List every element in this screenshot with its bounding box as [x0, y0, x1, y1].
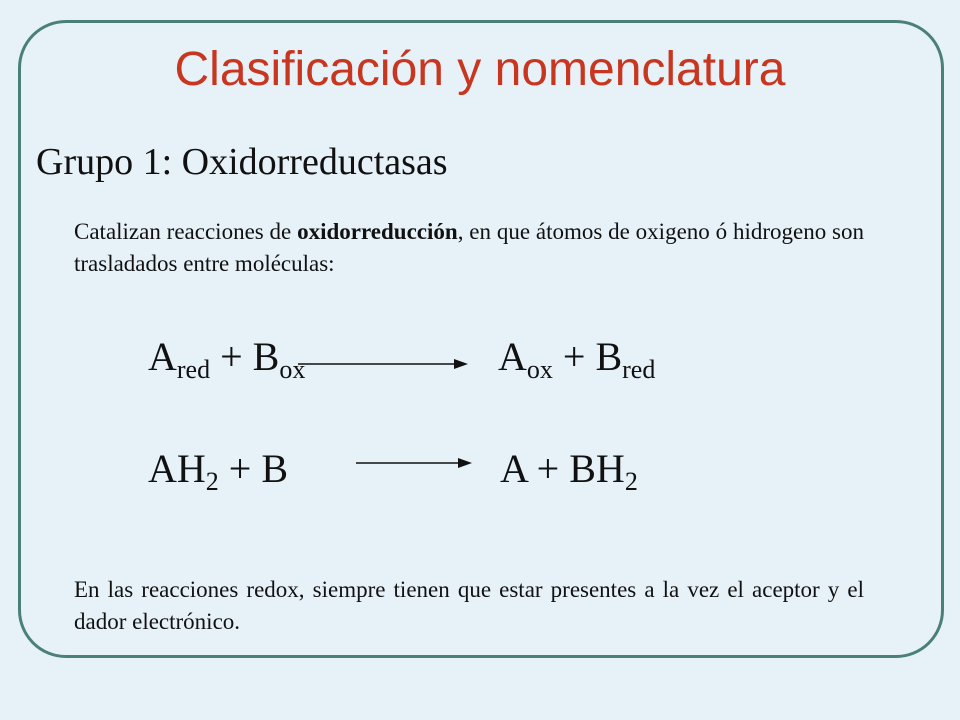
closing-paragraph: En las reacciones redox, siempre tienen que estar presentes a la vez el aceptor y el dador electrónico.	[74, 577, 864, 634]
equation2-products: $A + BH_2$	[500, 446, 638, 496]
equation2-reactants: $AH_2 + B$	[148, 446, 289, 496]
equation1-arrow-icon	[298, 356, 468, 372]
equation2-arrow-icon	[356, 455, 472, 471]
intro-bold-term: oxidorreducción	[297, 219, 458, 244]
equation1-products: $A_{ox} + B_{red}$	[498, 334, 656, 384]
intro-text-end: , en que átomos de oxigeno ó hidrogeno son trasladados entre moléculas:	[74, 219, 864, 276]
equation1-reactants: $A_{red} + B_{ox}$	[148, 334, 306, 384]
intro-text-start: Catalizan reacciones de	[74, 219, 298, 244]
section-heading: Grupo 1: Oxidorreductasas	[36, 141, 448, 183]
intro-paragraph	[74, 216, 864, 280]
page-title: Clasificación y nomenclatura	[174, 43, 786, 96]
